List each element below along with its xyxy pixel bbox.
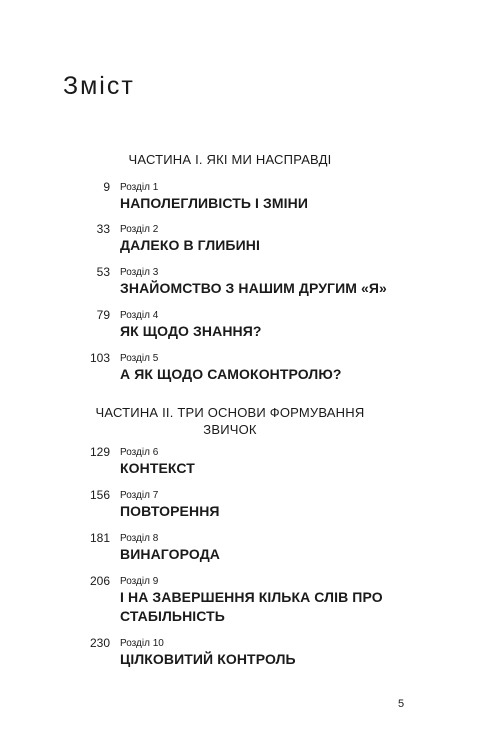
chapter-title: ДАЛЕКО В ГЛИБИНІ [120,237,260,253]
chapter-title: НАПОЛЕГЛИВІСТЬ І ЗМІНИ [120,195,309,211]
chapter-label: Розділ 9 [120,576,159,587]
page-number: 181 [89,531,110,545]
page-folio: 5 [398,698,405,710]
chapter-label: Розділ 5 [120,353,159,364]
chapter-label: Розділ 8 [120,533,159,544]
page-number: 79 [96,308,110,322]
page-number: 156 [89,488,110,502]
page-number: 230 [89,636,110,650]
page-number: 9 [103,180,110,194]
chapter-title: А ЯК ЩОДО САМОКОНТРОЛЮ? [120,366,342,382]
chapter-label: Розділ 6 [120,447,159,458]
chapter-label: Розділ 3 [120,267,159,278]
chapter-label: Розділ 1 [120,182,159,193]
chapter-title: І НА ЗАВЕРШЕННЯ КІЛЬКА СЛІВ ПРО СТАБІЛЬНІСТЬ [120,589,383,624]
part-heading: ЧАСТИНА І. ЯКІ МИ НАСПРАВДІ [128,152,332,167]
page-number: 53 [96,265,110,279]
part-heading: ЧАСТИНА ІІ. ТРИ ОСНОВИ ФОРМУВАННЯ ЗВИЧОК [95,405,365,437]
page-title: Зміст [63,72,135,100]
chapter-label: Розділ 4 [120,310,159,321]
chapter-label: Розділ 7 [120,490,159,501]
chapter-title: ЯК ЩОДО ЗНАННЯ? [120,323,262,339]
page-number: 129 [89,445,110,459]
chapter-title: ВИНАГОРОДА [120,546,220,562]
page-number: 206 [89,574,110,588]
chapter-title: ЦІЛКОВИТИЙ КОНТРОЛЬ [120,651,296,667]
chapter-title: ЗНАЙОМСТВО З НАШИМ ДРУГИМ «Я» [120,280,387,296]
page-number: 103 [89,351,110,365]
page-number: 33 [96,222,110,236]
chapter-title: ПОВТОРЕННЯ [120,503,220,519]
chapter-title: КОНТЕКСТ [120,460,195,476]
chapter-label: Розділ 2 [120,224,159,235]
chapter-label: Розділ 10 [120,638,164,649]
